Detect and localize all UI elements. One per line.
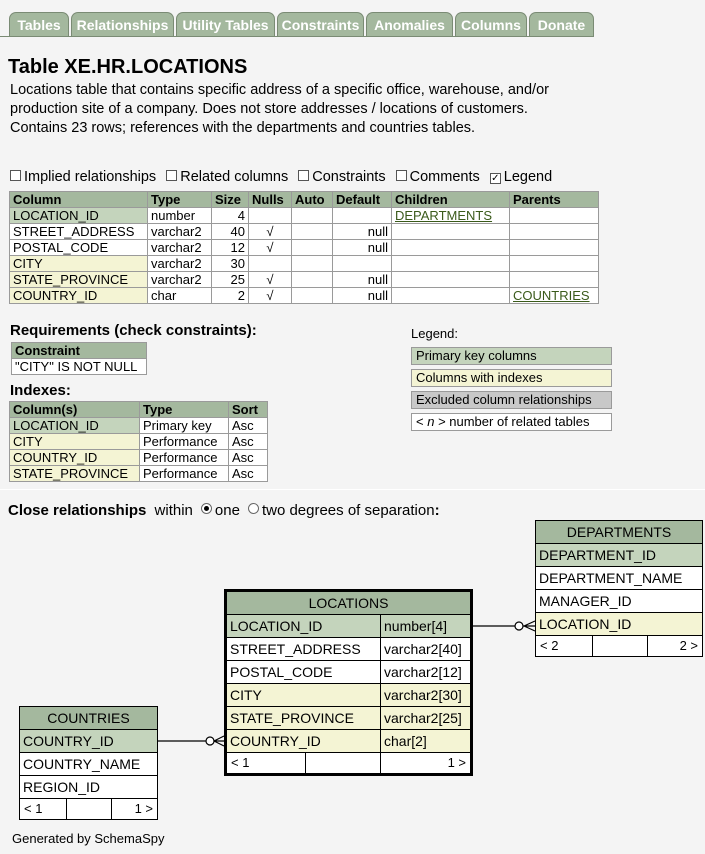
header-auto[interactable]: Auto	[292, 192, 333, 208]
cell-index-sort: Asc	[229, 450, 268, 466]
cell-nulls: √	[249, 288, 292, 304]
option-related-columns[interactable]: Related columns	[166, 169, 288, 185]
parent-count: < 1	[227, 753, 306, 773]
entity-row[interactable]: CITY varchar2[30]	[227, 684, 470, 707]
link-departments[interactable]: DEPARTMENTS	[395, 208, 493, 223]
option-constraints[interactable]: Constraints	[298, 169, 385, 185]
entity-title[interactable]: COUNTRIES	[20, 707, 157, 730]
cell-index-column: STATE_PROVINCE	[10, 466, 140, 482]
crowfoot-departments-icon	[524, 621, 535, 631]
tab-tables[interactable]: Tables	[9, 12, 69, 37]
entity-row[interactable]: MANAGER_ID	[536, 590, 702, 613]
cell-index-type: Performance	[140, 450, 229, 466]
cell-column: STREET_ADDRESS	[10, 224, 148, 240]
entity-row[interactable]: COUNTRY_ID	[20, 730, 157, 753]
header-sort[interactable]: Sort	[229, 402, 268, 418]
header-type[interactable]: Type	[148, 192, 212, 208]
cell-size: 4	[212, 208, 249, 224]
entity-title[interactable]: LOCATIONS	[227, 592, 470, 615]
cell-size: 25	[212, 272, 249, 288]
footer-spacer	[67, 799, 112, 819]
cell-column: STATE_PROVINCE	[10, 272, 148, 288]
cell-size: 40	[212, 224, 249, 240]
entity-row[interactable]: STREET_ADDRESS varchar2[40]	[227, 638, 470, 661]
footer-spacer	[306, 753, 381, 773]
cell-default: null	[333, 288, 392, 304]
tab-columns[interactable]: Columns	[455, 12, 527, 37]
cell-size: 12	[212, 240, 249, 256]
cell-default: null	[333, 224, 392, 240]
tab-donate[interactable]: Donate	[529, 12, 594, 37]
header-parents[interactable]: Parents	[510, 192, 599, 208]
close-relationships-label: Close relationships	[8, 502, 147, 519]
cell-type: varchar2	[148, 256, 212, 272]
cell-nulls: √	[249, 272, 292, 288]
entity-locations[interactable]	[224, 589, 473, 776]
header-default[interactable]: Default	[333, 192, 392, 208]
option-legend[interactable]: ✓ Legend	[491, 169, 553, 185]
header-column[interactable]: Column	[10, 192, 148, 208]
cell-size: 2	[212, 288, 249, 304]
entity-title[interactable]: DEPARTMENTS	[536, 521, 702, 544]
entity-footer	[536, 636, 702, 656]
tab-utility-tables[interactable]: Utility Tables	[176, 12, 275, 37]
indexes-title: Indexes:	[10, 382, 71, 399]
cell-column: POSTAL_CODE	[10, 240, 148, 256]
header-index-type[interactable]: Type	[140, 402, 229, 418]
child-count: 1 >	[447, 755, 466, 770]
entity-departments[interactable]	[535, 520, 703, 657]
header-nulls[interactable]: Nulls	[249, 192, 292, 208]
parent-count: < 2	[536, 636, 593, 656]
legend-excluded: Excluded column relationships	[411, 391, 612, 409]
child-count: 2 >	[679, 638, 698, 653]
cell-column: CITY	[10, 256, 148, 272]
cell-default: null	[333, 272, 392, 288]
parent-count: < 1	[20, 799, 67, 819]
table-description: Locations table that contains specific address of a specific office, warehouse, and/or production site of a company. Does not store addresses / locations of customers. Contains 23 rows; references with the departments and countries tables.	[10, 82, 549, 136]
entity-row[interactable]: COUNTRY_ID char[2]	[227, 730, 470, 753]
cell-constraint: "CITY" IS NOT NULL	[12, 359, 147, 375]
cell-type: char	[148, 288, 212, 304]
cell-index-type: Primary key	[140, 418, 229, 434]
cell-index-type: Performance	[140, 434, 229, 450]
entity-row[interactable]: STATE_PROVINCE varchar2[25]	[227, 707, 470, 730]
checkbox-checked-icon[interactable]: ✓	[491, 173, 500, 184]
header-children[interactable]: Children	[392, 192, 510, 208]
cell-index-sort: Asc	[229, 418, 268, 434]
radio-two-label[interactable]: two degrees of separation	[261, 502, 435, 519]
tab-anomalies[interactable]: Anomalies	[366, 12, 453, 37]
cell-column: LOCATION_ID	[10, 208, 148, 224]
cell-index-column: COUNTRY_ID	[10, 450, 140, 466]
cell-size: 30	[212, 256, 249, 272]
requirements-title: Requirements (check constraints):	[10, 322, 257, 339]
cell-index-type: Performance	[140, 466, 229, 482]
close-relationships: Close relationships within one two degrees of separation:	[8, 502, 440, 519]
footer-spacer	[593, 636, 648, 656]
cell-type: varchar2	[148, 224, 212, 240]
cell-index-column: CITY	[10, 434, 140, 450]
entity-footer	[20, 799, 157, 819]
cell-index-column: LOCATION_ID	[10, 418, 140, 434]
cell-type: varchar2	[148, 272, 212, 288]
header-columns[interactable]: Column(s)	[10, 402, 140, 418]
entity-row[interactable]: DEPARTMENT_ID	[536, 544, 702, 567]
entity-row[interactable]: LOCATION_ID number[4]	[227, 615, 470, 638]
entity-countries[interactable]	[19, 706, 158, 820]
tab-relationships[interactable]: Relationships	[71, 12, 174, 37]
option-implied-relationships[interactable]: Implied relationships	[10, 169, 156, 185]
option-comments[interactable]: Comments	[396, 169, 480, 185]
legend-title: Legend:	[411, 326, 458, 341]
legend-primary-key: Primary key columns	[411, 347, 612, 365]
within-label: within	[154, 502, 193, 519]
entity-row[interactable]: POSTAL_CODE varchar2[12]	[227, 661, 470, 684]
header-constraint: Constraint	[12, 343, 147, 359]
connector-countries-icon	[206, 737, 214, 745]
entity-row[interactable]: REGION_ID	[20, 776, 157, 799]
tab-constraints[interactable]: Constraints	[277, 12, 364, 37]
entity-row[interactable]: COUNTRY_NAME	[20, 753, 157, 776]
page-title: Table XE.HR.LOCATIONS	[8, 56, 248, 78]
header-size[interactable]: Size	[212, 192, 249, 208]
entity-row[interactable]: LOCATION_ID	[536, 613, 702, 636]
legend-indexes: Columns with indexes	[411, 369, 612, 387]
entity-footer	[227, 753, 470, 773]
child-count: 1 >	[134, 801, 153, 816]
crowfoot-countries-icon	[214, 736, 224, 746]
radio-one-label[interactable]: one	[214, 502, 240, 519]
link-countries[interactable]: COUNTRIES	[513, 288, 590, 303]
cell-nulls: √	[249, 224, 292, 240]
generated-by: Generated by SchemaSpy	[12, 831, 165, 846]
cell-nulls: √	[249, 240, 292, 256]
connector-departments-icon	[515, 622, 523, 630]
entity-row[interactable]: DEPARTMENT_NAME	[536, 567, 702, 590]
cell-index-sort: Asc	[229, 466, 268, 482]
cell-type: number	[148, 208, 212, 224]
cell-type: varchar2	[148, 240, 212, 256]
cell-index-sort: Asc	[229, 434, 268, 450]
cell-column: COUNTRY_ID	[10, 288, 148, 304]
legend-related-count: < n > number of related tables	[411, 413, 612, 431]
cell-default: null	[333, 240, 392, 256]
